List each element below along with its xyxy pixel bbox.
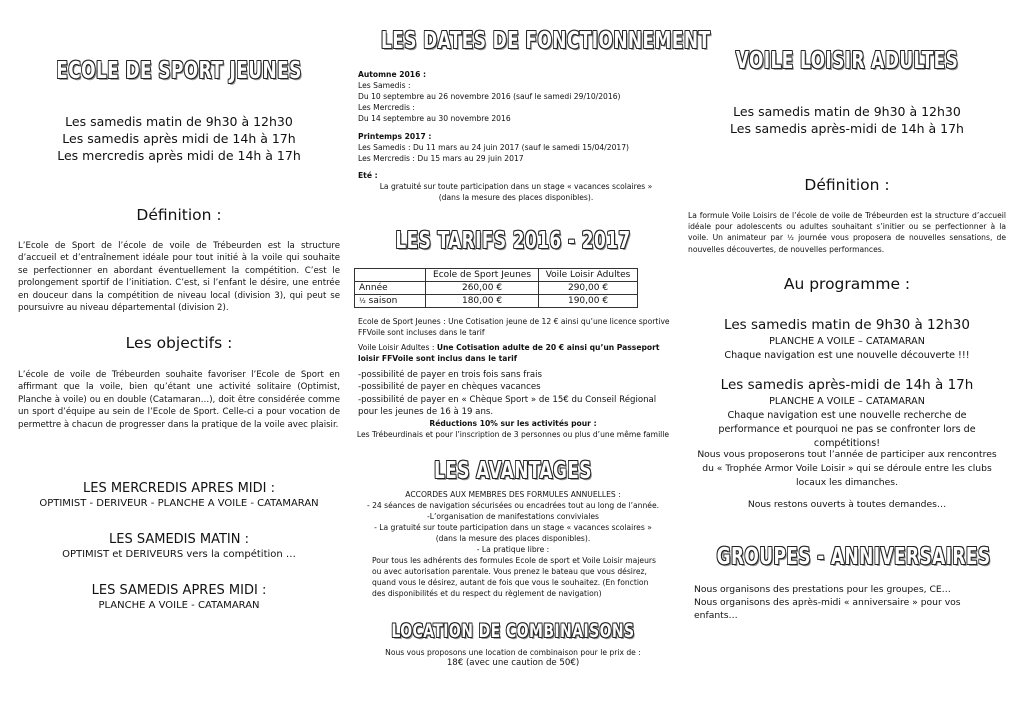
summer-line: La gratuité sur toute participation dans un stage « vacances scolaires » <box>379 182 653 191</box>
definition-heading: Définition : <box>804 176 890 194</box>
payment-options <box>358 369 674 419</box>
spring-label: Printemps 2017 : <box>358 132 432 141</box>
autumn-label: Automne 2016 : <box>358 70 427 79</box>
objectifs-text: L’école de voile de Trébeurden souhaite favoriser l’Ecole de Sport en affirmant que la voile, bien qu’étant une activité solitaire (Optimist, Planche à voile) ou en double (Catamaran…), doit être considérée comme un sport d’équipe au sein de l’Ecole de Sport. Celle-ci a pour vocation de permettre à chacun de progresser dans la pratique de la voile avec plaisir. <box>18 370 340 430</box>
session-title: LES MERCREDIS APRES MIDI : <box>83 481 275 496</box>
date-line: Du 14 septembre au 30 novembre 2016 <box>358 114 511 123</box>
avantage-line: (dans la mesure des places disponibles). <box>435 534 591 543</box>
price-vla: 290,00 € <box>539 282 638 295</box>
date-line: Les Mercredis : <box>358 103 415 112</box>
date-line: Les Mercredis : Du 15 mars au 29 juin 2017 <box>358 154 524 163</box>
programme-apres-midi <box>688 376 1006 451</box>
programme-note: Chaque navigation est une nouvelle recherche de performance et pourquoi ne pas se confronter lors de compétitions! <box>718 410 976 449</box>
programme-activity: PLANCHE A VOILE – CATAMARAN <box>769 336 925 347</box>
schedule-line: Les samedis matin de 9h30 à 12h30 <box>65 114 293 129</box>
payment-line: -possibilité de payer en chèques vacances <box>358 382 541 393</box>
note-bold: Une Cotisation adulte de 20 € ainsi qu’un Passeport loisir FFVoile sont inclus dans le tarif <box>358 343 660 363</box>
session-samedi-apres-midi <box>18 582 340 613</box>
date-line: Du 10 septembre au 26 novembre 2016 (sauf le samedi 29/10/2016) <box>358 92 621 101</box>
avantage-line: - La pratique libre : <box>476 545 550 554</box>
dates-block <box>358 69 674 203</box>
note-prefix: Voile Loisir Adultes : <box>358 343 437 352</box>
table-header: Ecole de Sport Jeunes <box>426 269 539 282</box>
payment-line: -possibilité de payer en « Chèque Sport » de 15€ du Conseil Régional pour les jeunes de 16 à 19 ans. <box>358 394 657 418</box>
price-vla: 190,00 € <box>539 295 638 308</box>
open-text: Nous restons ouverts à toutes demandes… <box>747 499 947 510</box>
row-label: Année <box>355 282 426 295</box>
price-esj: 180,00 € <box>426 295 539 308</box>
column-ecole-sport <box>18 0 340 724</box>
ecole-sport-schedule <box>18 113 340 164</box>
trophee-text: Nous vous proposerons tout l’année de participer aux rencontres du « Trophée Armor Voile Loisir » qui se déroule entre les clubs locaux les dimanches. <box>697 449 997 488</box>
date-line: Les Samedis : <box>358 81 411 90</box>
payment-line: -possibilité de payer en trois fois sans frais <box>358 370 542 380</box>
voile-loisir-title: VOILE LOISIR ADULTES <box>735 48 959 74</box>
location-line: 18€ (avec une caution de 50€) <box>446 658 580 668</box>
programme-matin <box>688 316 1006 363</box>
dates-title: LES DATES DE FONCTIONNEMENT <box>380 28 711 54</box>
avantages-title: LES AVANTAGES <box>434 458 592 484</box>
definition-heading: Définition : <box>136 206 222 224</box>
date-line: Les Samedis : Du 11 mars au 24 juin 2017 (sauf le samedi 15/04/2017) <box>358 143 630 152</box>
tarifs-table <box>354 268 638 308</box>
programme-time: Les samedis après-midi de 14h à 17h <box>720 377 974 393</box>
schedule-line: Les mercredis après midi de 14h à 17h <box>57 148 301 163</box>
avantage-line: - La gratuité sur toute participation dans un stage « vacances scolaires » <box>374 523 652 532</box>
tarifs-title: LES TARIFS 2016 - 2017 <box>395 228 631 254</box>
definition-text <box>688 210 1006 255</box>
avantages-list <box>352 489 674 555</box>
ecole-sport-title: ECOLE DE SPORT JEUNES <box>56 58 302 84</box>
table-header <box>355 269 426 282</box>
reductions-title: Réductions 10% sur les activités pour : <box>429 419 597 428</box>
location-block <box>352 647 674 669</box>
voile-loisir-schedule <box>688 103 1006 137</box>
groupes-block <box>694 583 1006 622</box>
avantage-line: ACCORDES AUX MEMBRES DES FORMULES ANNUELLES : <box>405 490 621 499</box>
session-title: LES SAMEDIS MATIN : <box>109 532 249 547</box>
tarif-note-jeunes: Ecole de Sport Jeunes : Une Cotisation jeune de 12 € ainsi qu’une licence sportive FFVoile sont incluses dans le tarif <box>358 317 670 337</box>
price-esj: 260,00 € <box>426 282 539 295</box>
half-fraction: ½ <box>787 234 794 242</box>
column-voile-loisir <box>688 0 1006 724</box>
avantage-line: - 24 séances de navigation sécurisées ou encadrées tout au long de l’année. <box>366 501 660 510</box>
programme-time: Les samedis matin de 9h30 à 12h30 <box>724 317 970 333</box>
definition-text: L’Ecole de Sport de l’école de voile de Trébeurden est la structure d’accueil et d’entraînement idéale pour tout initié à la voile qui souhaite se perfectionner en abordant éventuellement la compétition. C’est le prolongement sportif de l’initiation. C’est, si l’enfant le désire, une entrée en douceur dans la compétition de niveau local (division 3), qui peut se poursuivre au niveau départemental (division 2). <box>18 241 340 314</box>
objectifs-heading: Les objectifs : <box>125 334 233 352</box>
schedule-line: Les samedis après midi de 14h à 17h <box>62 131 296 146</box>
avantage-line: -L’organisation de manifestations conviviales <box>427 512 599 521</box>
tarif-note-adultes <box>358 342 674 364</box>
summer-label: Eté : <box>358 171 378 180</box>
summer-line: (dans la mesure des places disponibles). <box>438 193 594 202</box>
groupes-line: Nous organisons des après-midi « anniversaire » pour vos enfants… <box>694 597 961 621</box>
groupes-title: GROUPES - ANNIVERSAIRES <box>716 544 991 570</box>
programme-heading: Au programme : <box>783 275 911 293</box>
programme-activity: PLANCHE A VOILE – CATAMARAN <box>769 396 925 407</box>
table-row <box>355 295 638 308</box>
row-label <box>355 295 426 308</box>
session-detail: OPTIMIST et DERIVEURS vers la compétition … <box>62 549 296 560</box>
table-header: Voile Loisir Adultes <box>539 269 638 282</box>
location-title: LOCATION DE COMBINAISONS <box>391 620 635 642</box>
groupes-line: Nous organisons des prestations pour les groupes, CE… <box>694 584 951 595</box>
session-detail: PLANCHE A VOILE - CATAMARAN <box>98 600 260 611</box>
row-label-text: saison <box>368 296 398 306</box>
column-dates-tarifs <box>352 0 711 724</box>
location-line: Nous vous proposons une location de combinaison pour le prix de : <box>385 648 641 657</box>
programme-note: Chaque navigation est une nouvelle découverte !!! <box>724 350 970 361</box>
session-title: LES SAMEDIS APRES MIDI : <box>91 583 267 598</box>
session-samedi-matin <box>18 531 340 562</box>
schedule-line: Les samedis matin de 9h30 à 12h30 <box>733 104 961 119</box>
reductions-text: Les Trébeurdinais et pour l’inscription de 3 personnes ou plus d’une même famille <box>356 430 670 439</box>
definition-text-part: La formule Voile Loisirs de l’école de voile de Trébeurden est la structure d’accueil idéale pour adolescents ou adultes souhaitant s’initier ou se perfectionner à la voile. Un animateur par <box>688 211 1006 242</box>
half-fraction: ½ <box>359 297 366 305</box>
schedule-line: Les samedis après-midi de 14h à 17h <box>730 121 964 136</box>
table-row <box>355 282 638 295</box>
session-detail: OPTIMIST - DERIVEUR - PLANCHE A VOILE - CATAMARAN <box>39 498 319 509</box>
pratique-libre-text: Pour tous les adhérents des formules Ecole de sport et Voile Loisir majeurs ou avec autorisation parentale. Vous prenez le bateau que vous désirez, quand vous le désirez, autant de fois que vous le souhaitez. (En fonction des disponibilités et du respect du règlement de navigation) <box>372 556 656 598</box>
session-mercredi <box>18 480 340 511</box>
table-header-row <box>355 269 638 282</box>
definition-text-part: journée vous proposera de nouvelles sensations, de nouvelles découvertes, de nouvelles performances. <box>688 233 1006 254</box>
